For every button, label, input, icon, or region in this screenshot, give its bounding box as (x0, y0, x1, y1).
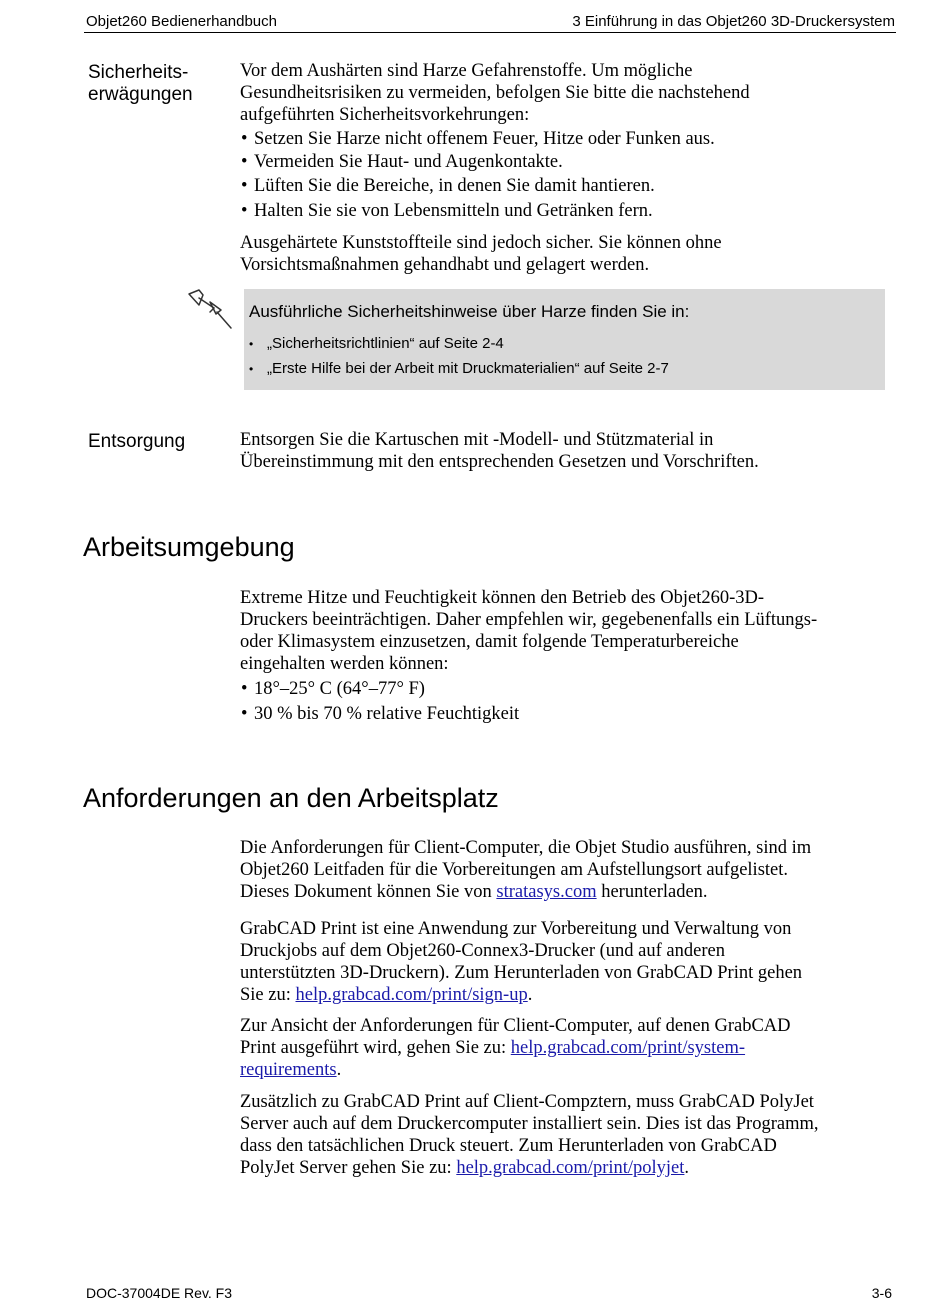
workplace-paragraph-4 (240, 1091, 900, 1179)
environment-line2: Druckers beeinträchtigen. Daher empfehlen wir, gegebenenfalls ein Lüftungs- (240, 610, 818, 630)
workplace-p2-line1: GrabCAD Print ist eine Anwendung zur Vorbereitung und Verwaltung von (240, 919, 792, 939)
safety-label-line2: erwägungen (88, 84, 193, 105)
safety-label-line1: Sicherheits- (88, 62, 189, 83)
safety-intro-line3: aufgeführten Sicherheitsvorkehrungen: (240, 105, 530, 125)
list-item: • Vermeiden Sie Haut- und Augenkontakte. (240, 151, 900, 174)
workplace-p4-line4-start: PolyJet Server gehen Sie zu: (240, 1158, 457, 1178)
workplace-paragraph-3 (240, 1015, 900, 1081)
workplace-p2-line4-start: Sie zu: (240, 985, 296, 1005)
environment-heading: Arbeitsumgebung (83, 532, 295, 562)
header-chapter-title: 3 Einführung in das Objet260 3D-Druckersystem (572, 13, 895, 30)
footer-page-number: 3-6 (871, 1285, 892, 1301)
environment-line3: oder Klimasystem einzusetzen, damit folgende Temperaturbereiche (240, 632, 739, 652)
safety-precautions-list (240, 128, 900, 224)
disposal-label: Entsorgung (88, 431, 186, 452)
workplace-p4-line2: Server auch auf dem Druckercomputer installiert sein. Dies ist das Programm, (240, 1114, 819, 1134)
note-box (244, 289, 885, 390)
workplace-p3-line2-start: Print ausgeführt wird, gehen Sie zu: (240, 1038, 511, 1058)
workplace-p4-line4-end: . (684, 1158, 690, 1178)
safety-outro (240, 232, 900, 276)
safety-outro-line2: Vorsichtsmaßnahmen gehandhabt und gelagert werden. (240, 255, 650, 275)
grabcad-system-requirements-link-continued[interactable]: requirements (240, 1060, 337, 1080)
workplace-paragraph-1 (240, 837, 900, 903)
environment-line4: eingehalten werden können: (240, 654, 449, 674)
workplace-p1-line1: Die Anforderungen für Client-Computer, die Objet Studio ausführen, sind im (240, 838, 812, 858)
list-item: • Halten Sie sie von Lebensmitteln und Getränken fern. (240, 198, 900, 224)
workplace-paragraph-2 (240, 918, 900, 1006)
workplace-p1-line3-start: Dieses Dokument können Sie von (240, 882, 497, 902)
footer-document-id: DOC-37004DE Rev. F3 (86, 1285, 233, 1301)
workplace-p2-line3: unterstützten 3D-Druckern). Zum Herunterladen von GrabCAD Print gehen (240, 963, 803, 983)
list-item: • Lüften Sie die Bereiche, in denen Sie damit hantieren. (240, 174, 900, 198)
workplace-p3-line1: Zur Ansicht der Anforderungen für Client-Computer, auf denen GrabCAD (240, 1016, 791, 1036)
grabcad-system-requirements-link[interactable]: help.grabcad.com/print/system- (510, 1038, 746, 1058)
workplace-p4-line1: Zusätzlich zu GrabCAD Print auf Client-Compztern, muss GrabCAD PolyJet (240, 1092, 814, 1112)
stratasys-link[interactable]: stratasys.com (496, 882, 597, 902)
workplace-p1-line2: Objet260 Leitfaden für die Vorbereitungen am Aufstellungsort aufgelistet. (240, 860, 789, 880)
disposal-line1: Entsorgen Sie die Kartuschen mit -Modell- und Stützmaterial in (240, 430, 714, 450)
safety-outro-line1: Ausgehärtete Kunststoffteile sind jedoch sicher. Sie können ohne (240, 233, 722, 253)
workplace-p4-line3: dass den tatsächlichen Druck steuert. Zum Herunterladen von GrabCAD (240, 1136, 777, 1156)
list-item: • 18°–25° C (64°–77° F) (240, 677, 900, 702)
disposal-body (240, 429, 900, 473)
environment-body (240, 587, 900, 727)
safety-body (240, 60, 900, 276)
workplace-p1-line3-end: herunterladen. (596, 882, 708, 902)
grabcad-polyjet-link[interactable]: help.grabcad.com/print/polyjet (456, 1158, 685, 1178)
safety-intro-line2: Gesundheitsrisiken zu vermeiden, befolgen Sie bitte die nachstehend (240, 83, 750, 103)
note-reference-link[interactable]: • „Sicherheitsrichtlinien“ auf Seite 2-4 (249, 334, 504, 354)
workplace-p3-line3-end: . (336, 1060, 342, 1080)
note-reference-link[interactable]: • „Erste Hilfe bei der Arbeit mit Druckmaterialien“ auf Seite 2-7 (249, 359, 669, 379)
workplace-p2-line4-end: . (527, 985, 533, 1005)
workplace-heading: Anforderungen an den Arbeitsplatz (83, 783, 499, 813)
list-item: • Setzen Sie Harze nicht offenem Feuer, Hitze oder Funken aus. (240, 128, 900, 151)
header-manual-title: Objet260 Bedienerhandbuch (86, 13, 277, 30)
safety-intro (240, 60, 900, 126)
safety-intro-line1: Vor dem Aushärten sind Harze Gefahrenstoffe. Um mögliche (240, 61, 693, 81)
note-title: Ausführliche Sicherheitshinweise über Harze finden Sie in: (249, 302, 690, 321)
list-item: • 30 % bis 70 % relative Feuchtigkeit (240, 702, 900, 727)
disposal-line2: Übereinstimmung mit den entsprechenden Gesetzen und Vorschriften. (240, 452, 759, 472)
header-divider (84, 32, 896, 33)
environment-line1: Extreme Hitze und Feuchtigkeit können den Betrieb des Objet260-3D- (240, 588, 765, 608)
safety-label (88, 62, 193, 106)
grabcad-signup-link[interactable]: help.grabcad.com/print/sign-up (295, 985, 528, 1005)
environment-conditions-list (240, 677, 900, 727)
workplace-p2-line2: Druckjobs auf dem Objet260-Connex3-Drucker (und auf anderen (240, 941, 725, 961)
pushpin-icon (186, 288, 234, 332)
